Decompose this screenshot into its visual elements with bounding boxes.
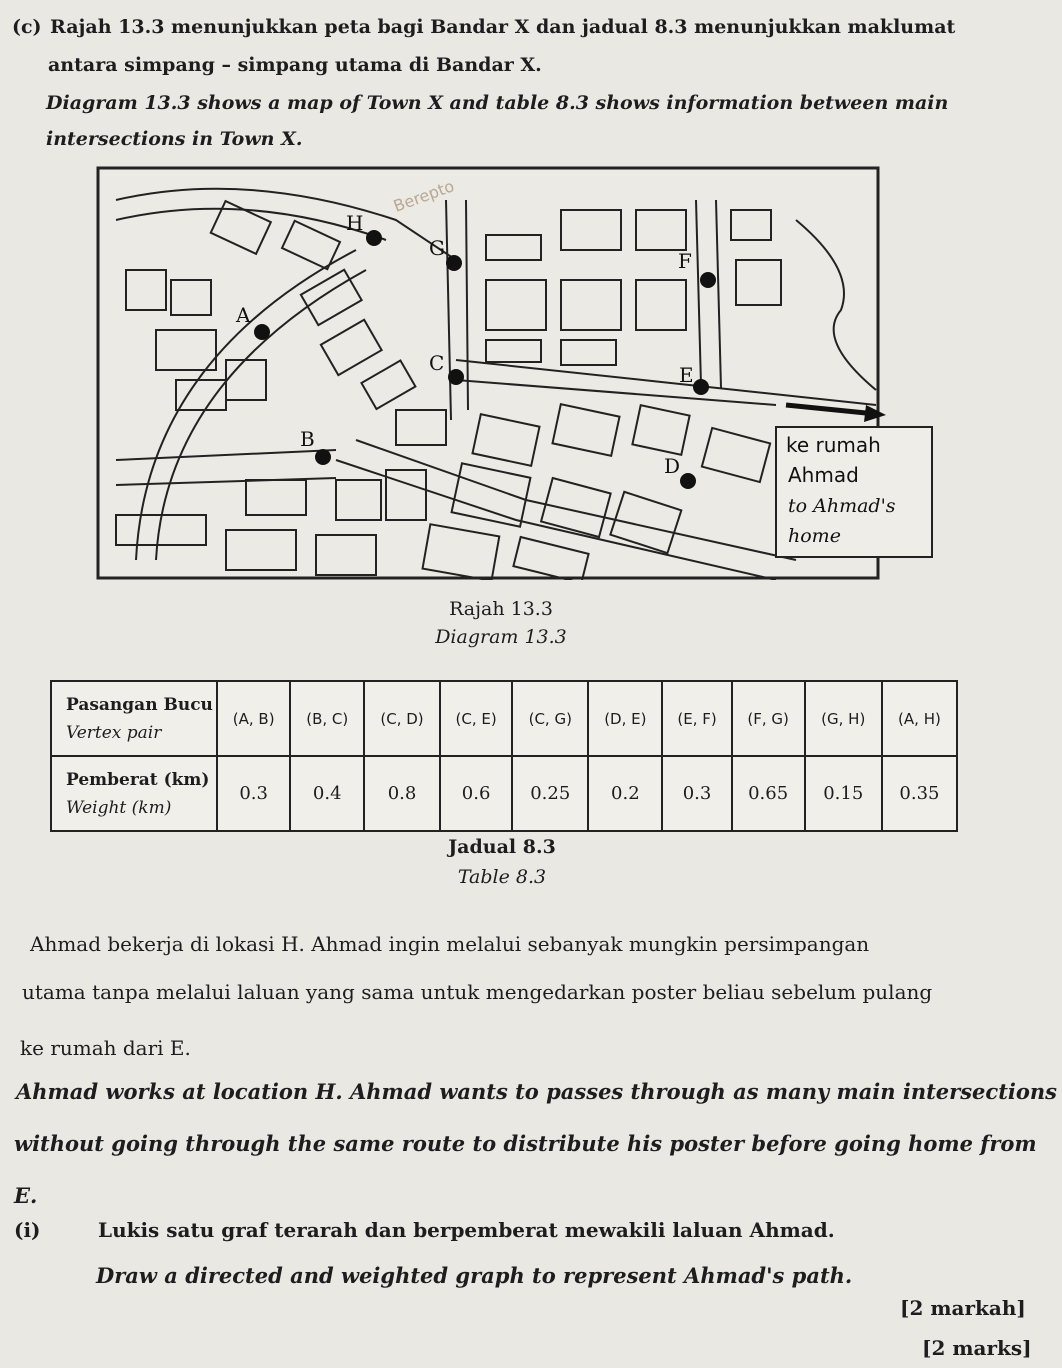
pair-cell: (E, F) [662,681,731,756]
node-g-dot [446,255,462,271]
row2-en: Weight (km) [66,797,172,818]
handwritten-note: Berepto [390,176,457,216]
weight-cell: 0.6 [440,756,512,831]
town-map [96,160,938,580]
weight-cell: 0.4 [290,756,364,831]
paragraph-en-line1: Ahmad works at location H. Ahmad wants to passes through as many main intersections [16,1079,1057,1104]
node-d-dot [680,473,696,489]
table-row-pairs [51,681,957,756]
intro-ms-line1: Rajah 13.3 menunjukkan peta bagi Bandar X dan jadual 8.3 menunjukkan maklumat [50,16,956,38]
table-caption-en: Table 8.3 [457,866,547,888]
node-c-label: C [429,351,445,375]
node-b-label: B [300,427,315,451]
marks-ms: [2 markah] [900,1296,1026,1320]
diagram-caption-ms: Rajah 13.3 [449,598,553,620]
node-f-dot [700,272,716,288]
legend-en-1: to Ahmad's [788,495,896,517]
paragraph-ms-line1: Ahmad bekerja di lokasi H. Ahmad ingin melalui sebanyak mungkin persimpangan [30,932,870,956]
node-e-label: E [679,363,694,387]
pair-cell: (A, H) [882,681,957,756]
weight-cell: 0.15 [805,756,882,831]
node-a-label: A [236,303,251,327]
pair-cell: (C, D) [364,681,440,756]
node-h-dot [366,230,382,246]
pair-cell: (A, B) [217,681,290,756]
part-i-en: Draw a directed and weighted graph to represent Ahmad's path. [96,1263,853,1288]
intro-ms-line2: antara simpang – simpang utama di Bandar X. [48,54,542,76]
node-c-dot [448,369,464,385]
paragraph-ms-line3: ke rumah dari E. [20,1036,191,1060]
weight-cell: 0.3 [662,756,731,831]
weight-cell: 0.2 [588,756,662,831]
node-g-label: G [429,236,445,260]
diagram-caption-en: Diagram 13.3 [435,626,567,648]
intro-en-line1: Diagram 13.3 shows a map of Town X and table 8.3 shows information between main [46,92,949,114]
node-h-label: H [346,211,364,235]
weight-cell: 0.8 [364,756,440,831]
row1-en: Vertex pair [66,722,162,743]
vertex-weight-table [50,680,958,832]
row2-ms: Pemberat (km) [66,769,210,790]
part-i-label: (i) [14,1218,41,1242]
weight-cell: 0.35 [882,756,957,831]
table-header-weights [51,756,217,831]
marks-en: [2 marks] [922,1336,1032,1360]
question-label: (c) [12,16,42,38]
pair-cell: (G, H) [805,681,882,756]
table-row-weights [51,756,957,831]
paragraph-en-line2: without going through the same route to distribute his poster before going home from E. [14,1131,1037,1208]
node-e-dot [693,379,709,395]
pair-cell: (C, G) [512,681,588,756]
paragraph-ms-line2: utama tanpa melalui laluan yang sama untuk mengedarkan poster beliau sebelum pulang [22,980,933,1004]
weight-cell: 0.65 [732,756,805,831]
table-header-pairs [51,681,217,756]
pair-cell: (D, E) [588,681,662,756]
node-d-label: D [664,454,681,478]
pair-cell: (B, C) [290,681,364,756]
part-i-ms: Lukis satu graf terarah dan berpemberat mewakili laluan Ahmad. [98,1218,835,1242]
legend-ms-2: Ahmad [788,463,859,487]
legend-ms-1: ke rumah [786,433,881,457]
node-a-dot [254,324,270,340]
row1-ms: Pasangan Bucu [66,694,213,715]
weight-cell: 0.3 [217,756,290,831]
legend-en-2: home [788,525,841,547]
pair-cell: (C, E) [440,681,512,756]
weight-cell: 0.25 [512,756,588,831]
intro-en-line2: intersections in Town X. [46,128,303,150]
node-b-dot [315,449,331,465]
node-f-label: F [678,249,692,273]
table-caption-ms: Jadual 8.3 [448,836,556,858]
pair-cell: (F, G) [732,681,805,756]
